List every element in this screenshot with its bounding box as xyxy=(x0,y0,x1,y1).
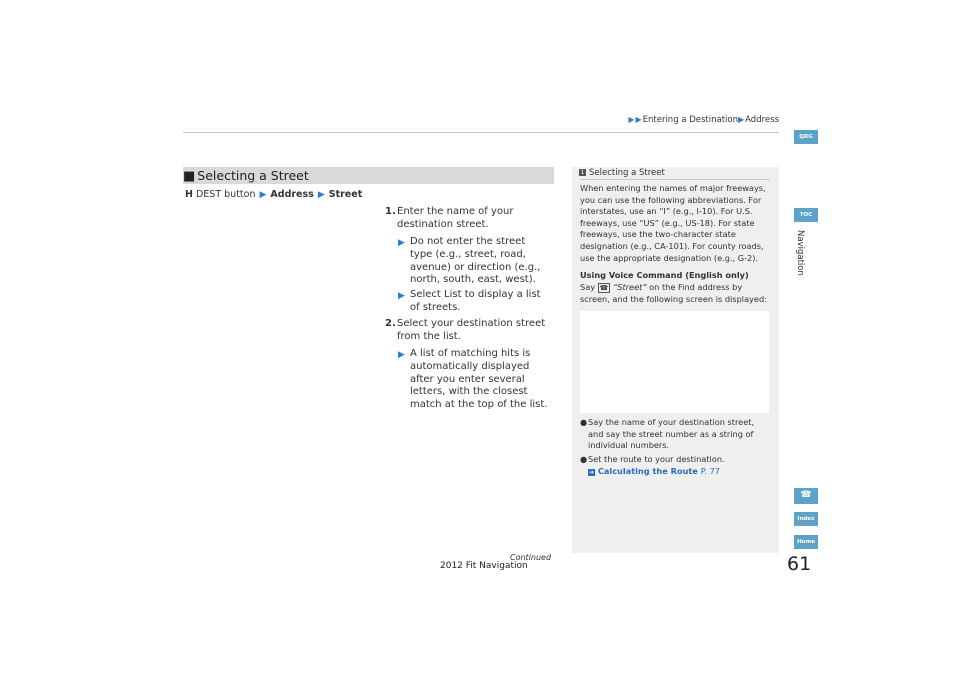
sidebar-bullet-1 xyxy=(580,417,770,452)
bullet-text: Set the route to your destination. xyxy=(588,454,725,464)
home-nav-icon: H xyxy=(185,189,193,200)
breadcrumb-item[interactable]: Address xyxy=(745,115,779,125)
arrow-right-icon: ▶ xyxy=(628,115,635,124)
sidebar-bullet-2 xyxy=(580,454,770,477)
step-1 xyxy=(385,206,557,232)
step-1-note-2 xyxy=(398,289,550,315)
step-number: 1. xyxy=(385,206,396,217)
voice-command: “Street” xyxy=(613,282,647,292)
step-text: Select your destination street from the list. xyxy=(397,318,546,342)
page-number: 61 xyxy=(787,553,812,575)
note-text: A list of matching hits is automatically displayed after you enter several letters, with the closest match at the top of the list. xyxy=(410,348,548,411)
toc-tab[interactable]: TOC xyxy=(794,208,818,222)
square-bullet-icon: ■ xyxy=(183,169,196,184)
note-icon: 1 xyxy=(580,169,585,176)
step-1-note-1 xyxy=(398,236,550,287)
step-2 xyxy=(385,318,557,344)
screen-image-placeholder xyxy=(580,311,769,413)
link-arrow-icon: ➔ xyxy=(588,468,595,476)
qrg-tab[interactable]: QRG xyxy=(794,130,818,144)
nav-path-step: Address xyxy=(270,189,314,200)
talk-icon: ☎ xyxy=(800,490,812,500)
calculating-route-link[interactable] xyxy=(588,466,720,476)
breadcrumb xyxy=(628,115,779,125)
arrow-right-icon: ▶ xyxy=(398,238,405,248)
header-divider xyxy=(183,132,779,133)
footer-text: 2012 Fit Navigation xyxy=(440,561,528,571)
voice-heading: Using Voice Command (English only) xyxy=(580,270,749,280)
voice-instruction xyxy=(580,282,770,305)
sidebar-divider xyxy=(580,179,770,180)
section-header xyxy=(183,167,554,184)
home-tab[interactable]: Home xyxy=(794,535,818,549)
arrow-right-icon: ▶ xyxy=(635,115,642,124)
bullet-dot-icon: ● xyxy=(580,417,588,427)
sidebar-title xyxy=(579,168,665,178)
note-text: Do not enter the street type (e.g., street, road, avenue) or direction (e.g., north, south, east, west). xyxy=(410,236,541,286)
note-text: Select List to display a list of streets. xyxy=(410,289,541,313)
arrow-right-icon: ▶ xyxy=(317,190,325,200)
navigation-path xyxy=(185,189,362,200)
chapter-text: Navigation xyxy=(795,230,805,276)
chapter-label xyxy=(793,230,807,290)
continued-label: Continued xyxy=(510,553,552,562)
sidebar-title-text: Selecting a Street xyxy=(589,168,665,178)
link-page[interactable]: P. 77 xyxy=(700,465,721,476)
nav-path-step: Street xyxy=(328,189,363,200)
section-title: Selecting a Street xyxy=(197,168,309,183)
step-number: 2. xyxy=(385,318,396,329)
arrow-right-icon: ▶ xyxy=(259,190,267,200)
voice-say-label: Say xyxy=(580,282,596,292)
bullet-dot-icon: ● xyxy=(580,454,588,464)
arrow-right-icon: ▶ xyxy=(398,291,405,301)
step-2-note-1 xyxy=(398,348,550,412)
link-text[interactable]: Calculating the Route xyxy=(597,465,698,476)
arrow-right-icon: ▶ xyxy=(737,115,745,124)
sidebar-body: When entering the names of major freeways, you can use the following abbreviations. For interstates, use an “I” (e.g., I-10). For U.S. freeways, use “US” (e.g., US-18). For state freeways, use the two-character state designation (e.g., CA-101). For county roads, use the appropriate designation (e.g., G-2). xyxy=(580,183,766,263)
talk-icon: ☎ xyxy=(599,284,609,292)
nav-path-start: DEST button xyxy=(195,189,256,200)
voice-tab[interactable] xyxy=(794,488,818,504)
breadcrumb-item[interactable]: Entering a Destination xyxy=(642,115,738,125)
step-text: Enter the name of your destination street. xyxy=(397,206,514,230)
index-tab[interactable]: Index xyxy=(794,512,818,526)
arrow-right-icon: ▶ xyxy=(398,350,405,360)
bullet-text: Say the name of your destination street, and say the street number as a string of individual numbers. xyxy=(588,417,755,451)
voice-rest: on the Find address by screen, and the following screen is displayed: xyxy=(580,282,767,304)
